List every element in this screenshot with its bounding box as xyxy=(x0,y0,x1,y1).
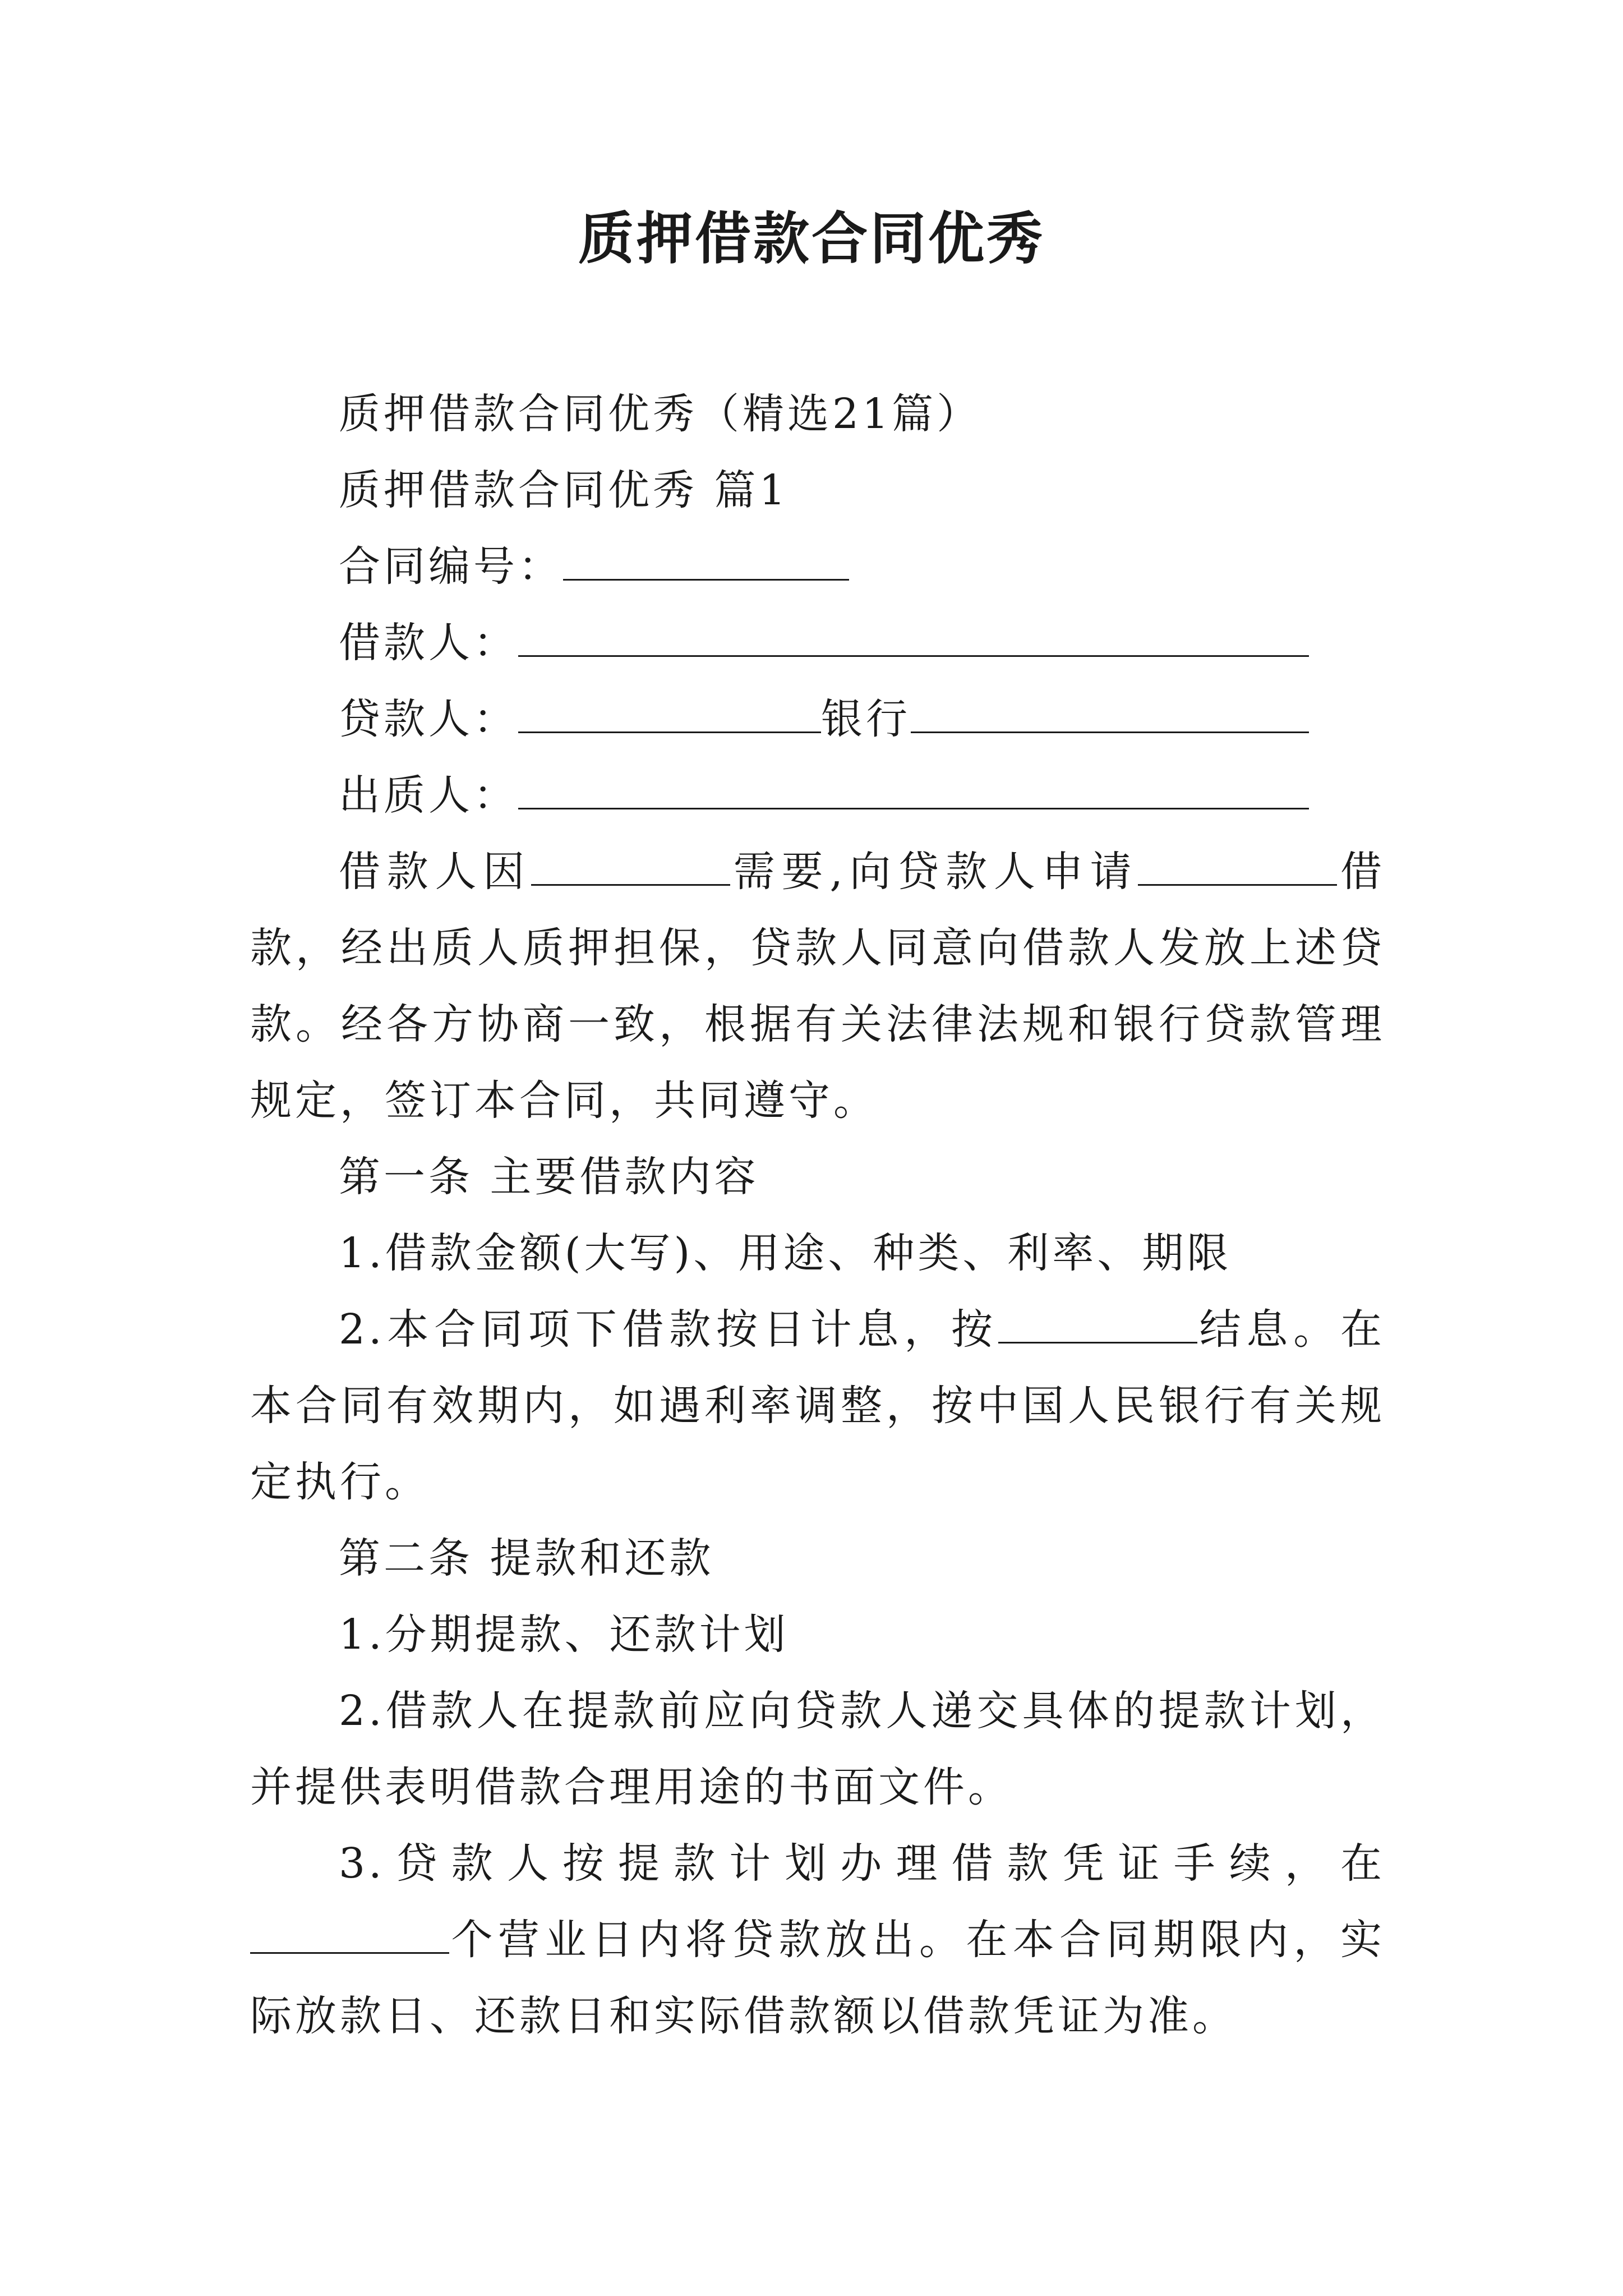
intro-paragraph xyxy=(250,834,1385,1139)
lender-blank xyxy=(518,697,821,733)
loan-amount-blank xyxy=(1138,849,1337,886)
borrower-blank xyxy=(518,620,1309,657)
lender-bank-word: 银行 xyxy=(821,695,911,743)
article2-item3-part2: 个营业日内将贷款放出。在本合同期限内，实际放款日、还款日和实际借款额以借款凭证为准。 xyxy=(250,1916,1385,2040)
section-heading xyxy=(250,452,1385,528)
contract-number-line xyxy=(250,528,1385,605)
subtitle-text: 质押借款合同优秀（精选21篇） xyxy=(339,390,982,438)
contract-number-blank xyxy=(563,544,849,581)
interest-settlement-blank xyxy=(998,1307,1197,1343)
article2-item3-part1: 3.贷款人按提款计划办理借款凭证手续，在 xyxy=(339,1839,1385,1888)
lender-label: 贷款人： xyxy=(339,695,518,743)
document-body xyxy=(250,376,1385,2054)
article1-item1 xyxy=(250,1215,1385,1291)
article1-item2 xyxy=(250,1291,1385,1520)
article1-title xyxy=(250,1139,1385,1215)
pledgor-line xyxy=(250,757,1385,834)
intro-part2: 需要,向贷款人申请 xyxy=(730,848,1138,896)
contract-number-label: 合同编号： xyxy=(339,542,563,591)
article2-item1 xyxy=(250,1596,1385,1673)
document-title: 质押借款合同优秀 xyxy=(578,205,1045,272)
borrower-line xyxy=(250,605,1385,681)
purpose-blank xyxy=(531,849,730,886)
article2-item3 xyxy=(250,1825,1385,2054)
article2-title-text: 第二条 提款和还款 xyxy=(339,1534,714,1582)
article2-title xyxy=(250,1520,1385,1596)
pledgor-label: 出质人： xyxy=(339,771,518,820)
lender-bank-blank xyxy=(911,697,1309,733)
pledgor-blank xyxy=(518,773,1309,809)
article1-item1-text: 1.借款金额(大写)、用途、种类、利率、期限 xyxy=(339,1229,1232,1277)
article1-item2-part1: 2.本合同项下借款按日计息，按 xyxy=(339,1305,998,1354)
intro-part3: 借款，经出质人质押担保，贷款人同意向借款人发放上述贷款。经各方协商一致，根据有关法律法规和银行贷款管理规定，签订本合同，共同遵守。 xyxy=(250,848,1385,1125)
subtitle-paragraph xyxy=(250,376,1385,452)
borrower-label: 借款人： xyxy=(339,619,518,667)
article2-item2-text: 2.借款人在提款前应向贷款人递交具体的提款计划，并提供表明借款合理用途的书面文件。 xyxy=(250,1687,1385,1811)
intro-part1: 借款人因 xyxy=(339,848,532,896)
article2-item2 xyxy=(250,1673,1385,1825)
article1-title-text: 第一条 主要借款内容 xyxy=(339,1153,759,1201)
article1-item2-part2: 结息。在本合同有效期内，如遇利率调整，按中国人民银行有关规定执行。 xyxy=(250,1305,1385,1506)
article2-item1-text: 1.分期提款、还款计划 xyxy=(339,1611,789,1659)
lender-line xyxy=(250,681,1385,757)
business-days-blank xyxy=(250,1917,449,1954)
section-heading-text: 质押借款合同优秀 篇1 xyxy=(339,466,789,514)
